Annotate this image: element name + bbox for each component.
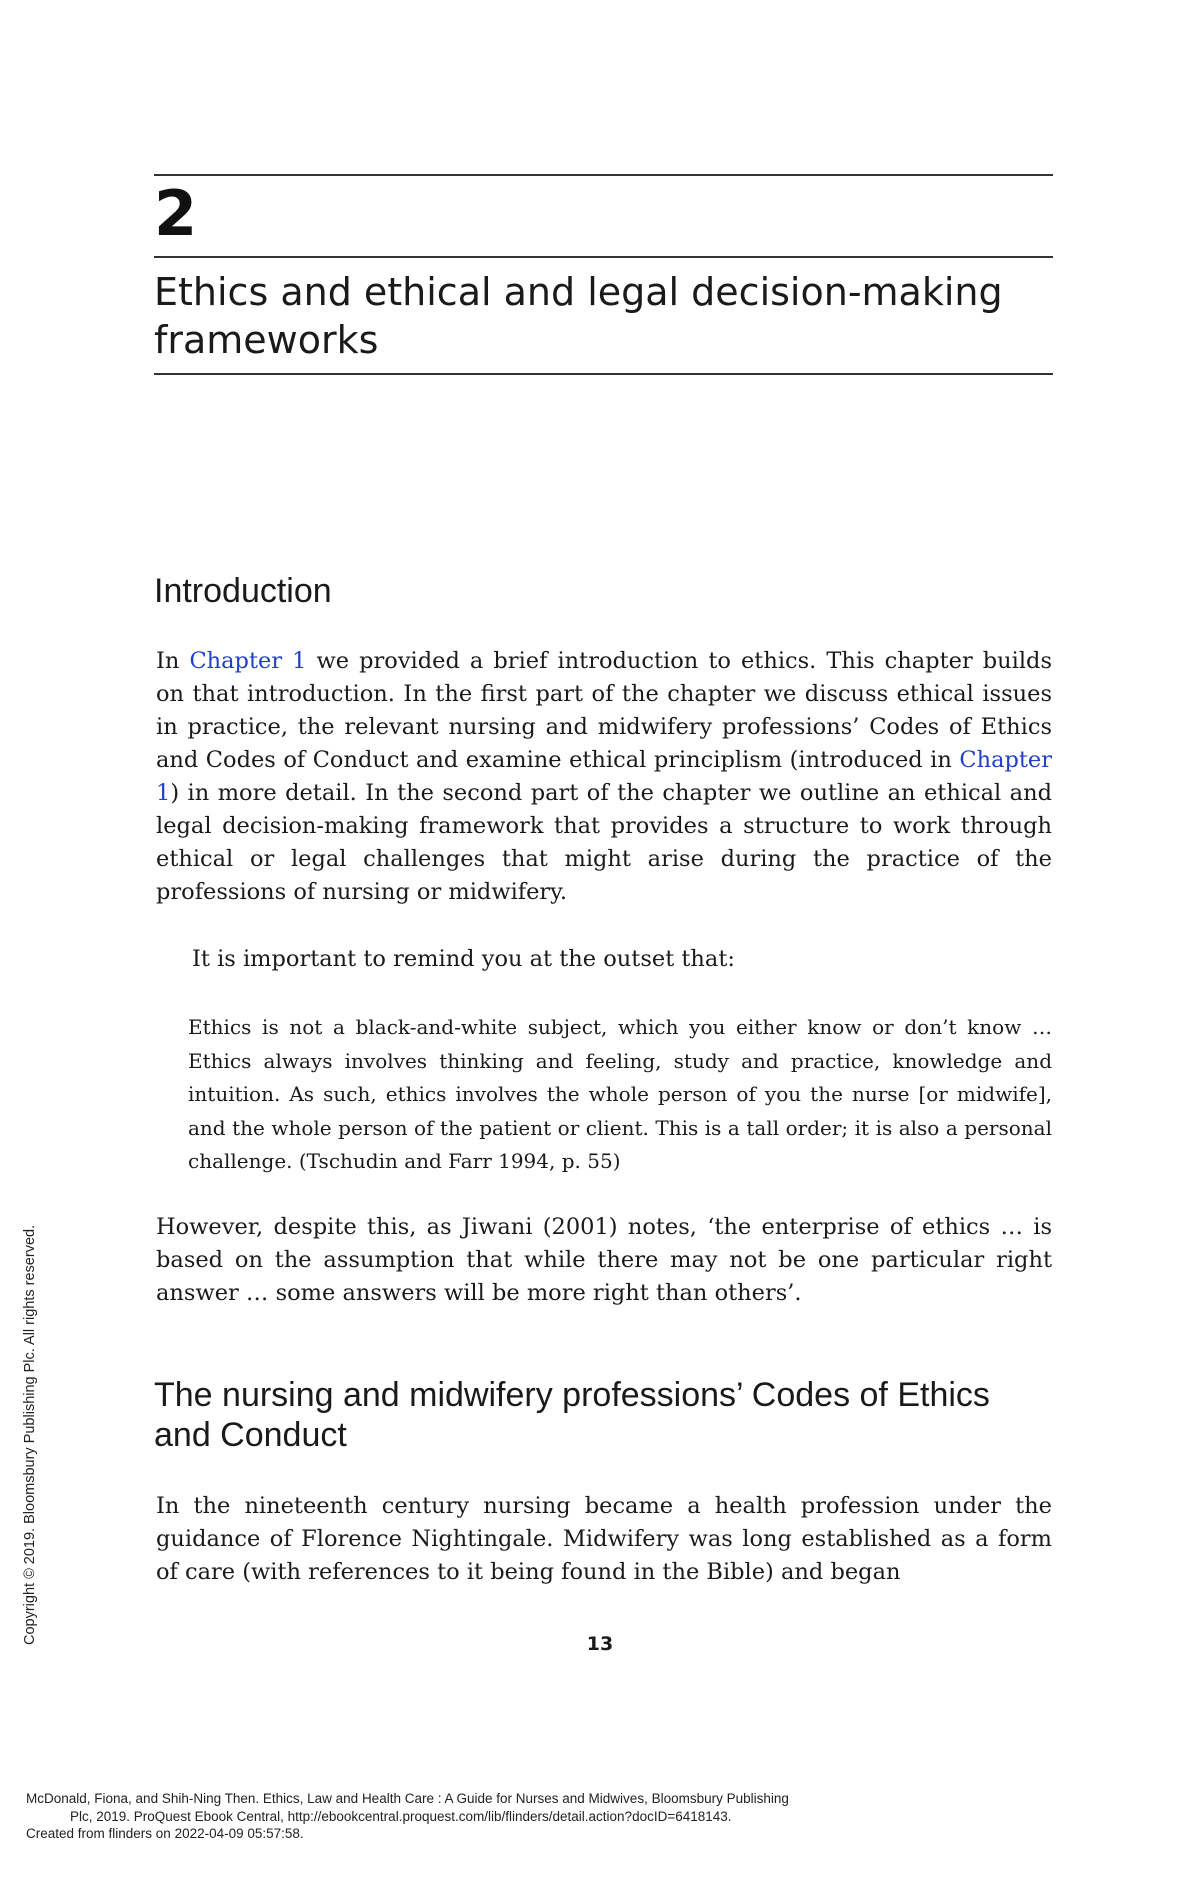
- chapter-title: Ethics and ethical and legal decision-making frameworks: [154, 270, 1003, 362]
- chapter-1-link-second[interactable]: Chapter 1: [156, 747, 1052, 806]
- intro-text-post: ) in more detail. In the second part of the chapter we outline an ethical and legal decision-making framework that provides a structure to work through ethical or legal challenges that might arise during the practice of the professions of nursing or midwifery.: [156, 780, 1052, 905]
- intro-paragraph-3: However, despite this, as Jiwani (2001) notes, ‘the enterprise of ethics … is based on the assumption that while there may not be one particular right answer … some answers will be more right than others’.: [156, 1214, 1052, 1306]
- section-heading-introduction: Introduction: [154, 572, 332, 610]
- intro-paragraph: [156, 645, 1052, 909]
- footer-line-2: Plc, 2019. ProQuest Ebook Central, http://ebookcentral.proquest.com/lib/flinders/detail.action?docID=6418143.: [70, 1808, 732, 1824]
- intro-paragraph-2: It is important to remind you at the outset that:: [192, 946, 735, 972]
- chapter-mid-rule: [154, 256, 1053, 258]
- chapter-bottom-rule: [154, 373, 1053, 375]
- block-quote: Ethics is not a black-and-white subject, which you either know or don’t know … Ethics always involves thinking and feeling, study and practice, knowledge and intuition. As such, ethics involves the whole person of you the nurse [or midwife], and the whole person of the patient or client. This is a tall order; it is also a personal challenge. (Tschudin and Farr 1994, p. 55): [188, 1015, 1052, 1173]
- intro-text-mid: we provided a brief introduction to ethics. This chapter builds on that introduction. In the first part of the chapter we discuss ethical issues in practice, the relevant nursing and midwifery professions’ Codes of Ethics and Codes of Conduct and examine ethical principlism (introduced in: [156, 648, 1052, 773]
- chapter-1-link[interactable]: Chapter 1: [189, 648, 307, 674]
- codes-paragraph: In the nineteenth century nursing became a health profession under the guidance of Florence Nightingale. Midwifery was long established as a form of care (with references to it being found in the Bible) and began: [156, 1493, 1052, 1585]
- sidebar-copyright: Copyright © 2019. Bloomsbury Publishing Plc. All rights reserved.: [22, 1224, 38, 1645]
- footer-line-1: McDonald, Fiona, and Shih-Ning Then. Ethics, Law and Health Care : A Guide for Nurses and Midwives, Bloomsbury Publishing: [26, 1791, 789, 1806]
- chapter-top-rule: [154, 174, 1053, 176]
- intro-text-pre: In: [156, 648, 190, 674]
- footer-line-3: Created from flinders on 2022-04-09 05:57:58.: [26, 1826, 304, 1841]
- chapter-number: 2: [154, 177, 198, 250]
- citation-footer: [26, 1790, 1026, 1843]
- section-heading-codes: The nursing and midwifery professions’ Codes of Ethics and Conduct: [154, 1376, 990, 1454]
- page-number: 13: [586, 1633, 614, 1655]
